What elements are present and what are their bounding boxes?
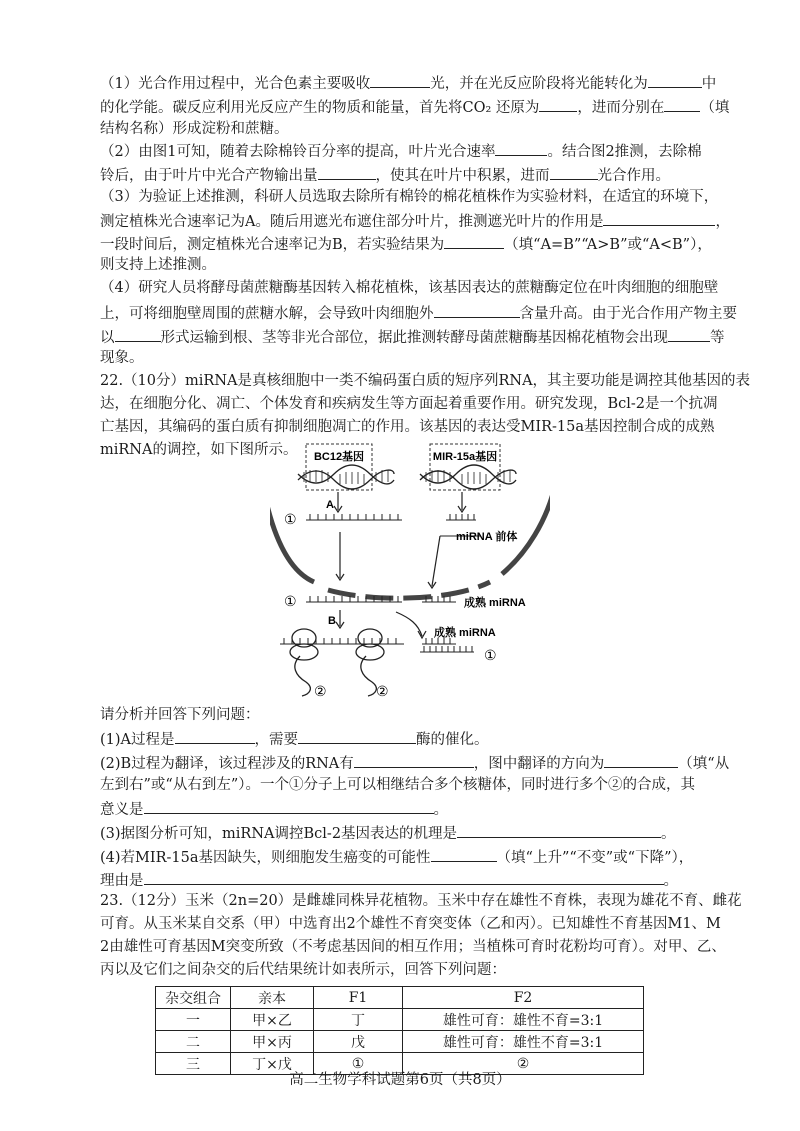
table-header: F1 <box>314 987 403 1009</box>
q21-line-7: 测定植株光合速率记为A。随后用遮光布遮住部分叶片，推测遮光叶片的作用是 ， <box>100 210 712 233</box>
mark-1-mrna-nucleus: ① <box>284 511 297 527</box>
q22-s3: (3)据图分析可知，miRNA调控Bcl-2基因表达的机理是 。 <box>100 822 712 845</box>
table-cell: 三 <box>156 1053 231 1075</box>
table-header: 杂交组合 <box>156 987 231 1009</box>
q22-intro-3: 亡基因，其编码的蛋白质有抑制细胞凋亡的作用。该基因的表达受MIR-15a基因控制合成的成熟 <box>100 419 715 435</box>
label-b: B <box>328 615 336 627</box>
q23-line-3: 2由雄性可育基因M突变所致（不考虑基因间的相互作用；当植株可育时花粉均可育）。对甲、乙、 <box>100 939 726 955</box>
table-cell: 丁×戊 <box>231 1053 314 1075</box>
mirna-regulation-diagram <box>270 440 550 702</box>
arrow-mirna-binding <box>396 612 422 636</box>
q22-intro-2: 达，在细胞分化、凋亡、个体发育和疾病发生等方面起着重要作用。研究发现，Bcl-2是一个抗凋 <box>100 396 718 412</box>
cross-results-table <box>155 986 644 1075</box>
mark-1-blocked: ① <box>484 647 497 663</box>
q22-s4: (4)若MIR-15a基因缺失，则细胞发生癌变的可能性 （填“上升”“不变”或“下降”）， <box>100 846 712 869</box>
q22-s2: (2)B过程为翻译，该过程涉及的RNA有 ，图中翻译的方向为 （填“从 <box>100 752 712 775</box>
q23-line-4: 丙以及它们之间杂交的后代结果统计如表所示，回答下列问题： <box>100 962 506 978</box>
table-row <box>156 1009 644 1031</box>
q21-line-9: 则支持上述推测。 <box>100 257 216 273</box>
label-mature-1: 成熟 miRNA <box>464 597 526 609</box>
q22-ask: 请分析并回答下列问题： <box>100 707 260 723</box>
mrna-nucleus <box>306 514 402 520</box>
table-cell: ① <box>314 1053 403 1075</box>
table-cell: 戊 <box>314 1031 403 1053</box>
q23-line-1: 23.（12分）玉米（2n=20）是雌雄同株异花植物。玉米中存在雄性不育株，表现为雄花不育、雌花 <box>100 893 742 909</box>
q21-line-8: 一段时间后，测定植株光合速率记为B，若实验结果为 （填“A=B”“A>B”或“A<B”）， <box>100 233 712 256</box>
gene-label-mir15a: MIR-15a基因 <box>432 451 498 463</box>
mrna-blocked <box>420 646 474 652</box>
table-header-row <box>156 987 644 1009</box>
q22-intro-1: 22.（10分）miRNA是真核细胞中一类不编码蛋白质的短序列RNA，其主要功能是调控其他基因的表 <box>100 373 751 389</box>
nuclear-membrane-left <box>270 492 314 582</box>
q21-line-11: 上，可将细胞壁周围的蔗糖水解，会导致叶肉细胞外 含量升高。由于光合作用产物主要 <box>100 302 712 325</box>
table-row <box>156 1031 644 1053</box>
q22-intro-4: miRNA的调控，如下图所示。 <box>100 442 298 458</box>
q21-line-5: 铃后，由于叶片中光合产物输出量 ，使其在叶片中积累，进而 光合作用。 <box>100 164 712 187</box>
nuclear-membrane-bottom <box>328 582 490 598</box>
q21-line-6: （3）为验证上述推测，科研人员选取去除所有棉铃的棉花植株作为实验材料，在适宜的环境下， <box>100 189 719 205</box>
table-header: 亲本 <box>231 987 314 1009</box>
mark-2-right: ② <box>376 683 389 699</box>
arrow-precursor-export <box>432 536 440 586</box>
gene-label-bcl2: BC12基因 <box>313 451 365 463</box>
mirna-precursor <box>446 514 476 520</box>
q21-line-1: （1）光合作用过程中，光合色素主要吸收 光，并在光反应阶段将光能转化为 中 <box>100 72 712 95</box>
mark-1-mrna-cytoplasm: ① <box>284 593 297 609</box>
table-cell: 一 <box>156 1009 231 1031</box>
table-cell: ② <box>403 1053 644 1075</box>
mark-2-left: ② <box>314 683 327 699</box>
table-cell: 丁 <box>314 1009 403 1031</box>
table-cell: 雄性可育：雄性不育=3:1 <box>403 1031 644 1053</box>
q22-s2c: 意义是 。 <box>100 798 712 821</box>
q21-line-12: 以 形式运输到根、茎等非光合部位，据此推测转酵母菌蔗糖酶基因棉花植物会出现 等 <box>100 326 712 349</box>
q21-line-13: 现象。 <box>100 350 144 366</box>
label-a: A <box>326 499 334 511</box>
table-cell: 二 <box>156 1031 231 1053</box>
label-precursor: miRNA 前体 <box>456 531 518 543</box>
q21-line-2: 的化学能。碳反应利用光反应产生的物质和能量，首先将CO₂ 还原为 ，进而分别在 （填 <box>100 96 712 119</box>
q23-line-2: 可育。从玉米某自交系（甲）中选育出2个雄性不育突变体（乙和丙）。已知雄性不育基因M1、M <box>100 916 721 932</box>
dna-helix-left <box>298 465 394 489</box>
q22-s1: (1)A过程是 ，需要 酶的催化。 <box>100 728 712 751</box>
table-cell: 雄性可育：雄性不育=3:1 <box>403 1009 644 1031</box>
table-header: F2 <box>403 987 644 1009</box>
label-mature-2: 成熟 miRNA <box>434 627 496 639</box>
q21-line-4: （2）由图1可知，随着去除棉铃百分率的提高，叶片光合速率 。结合图2推测，去除棉 <box>100 140 712 163</box>
q21-line-3: 结构名称）形成淀粉和蔗糖。 <box>100 121 289 137</box>
table-cell: 甲×乙 <box>231 1009 314 1031</box>
page-footer: 高二生物学科试题第6页（共8页） <box>289 1072 511 1088</box>
q22-s2b: 左到右”或“从右到左”）。一个①分子上可以相继结合多个核糖体，同时进行多个②的合成，其 <box>100 777 695 793</box>
table-cell: 甲×丙 <box>231 1031 314 1053</box>
mrna-translating <box>280 638 404 644</box>
dna-helix-right <box>420 465 516 489</box>
q22-s4b: 理由是 。 <box>100 869 712 892</box>
q21-line-10: （4）研究人员将酵母菌蔗糖酶基因转入棉花植株，该基因表达的蔗糖酶定位在叶肉细胞的细胞壁 <box>100 280 719 296</box>
